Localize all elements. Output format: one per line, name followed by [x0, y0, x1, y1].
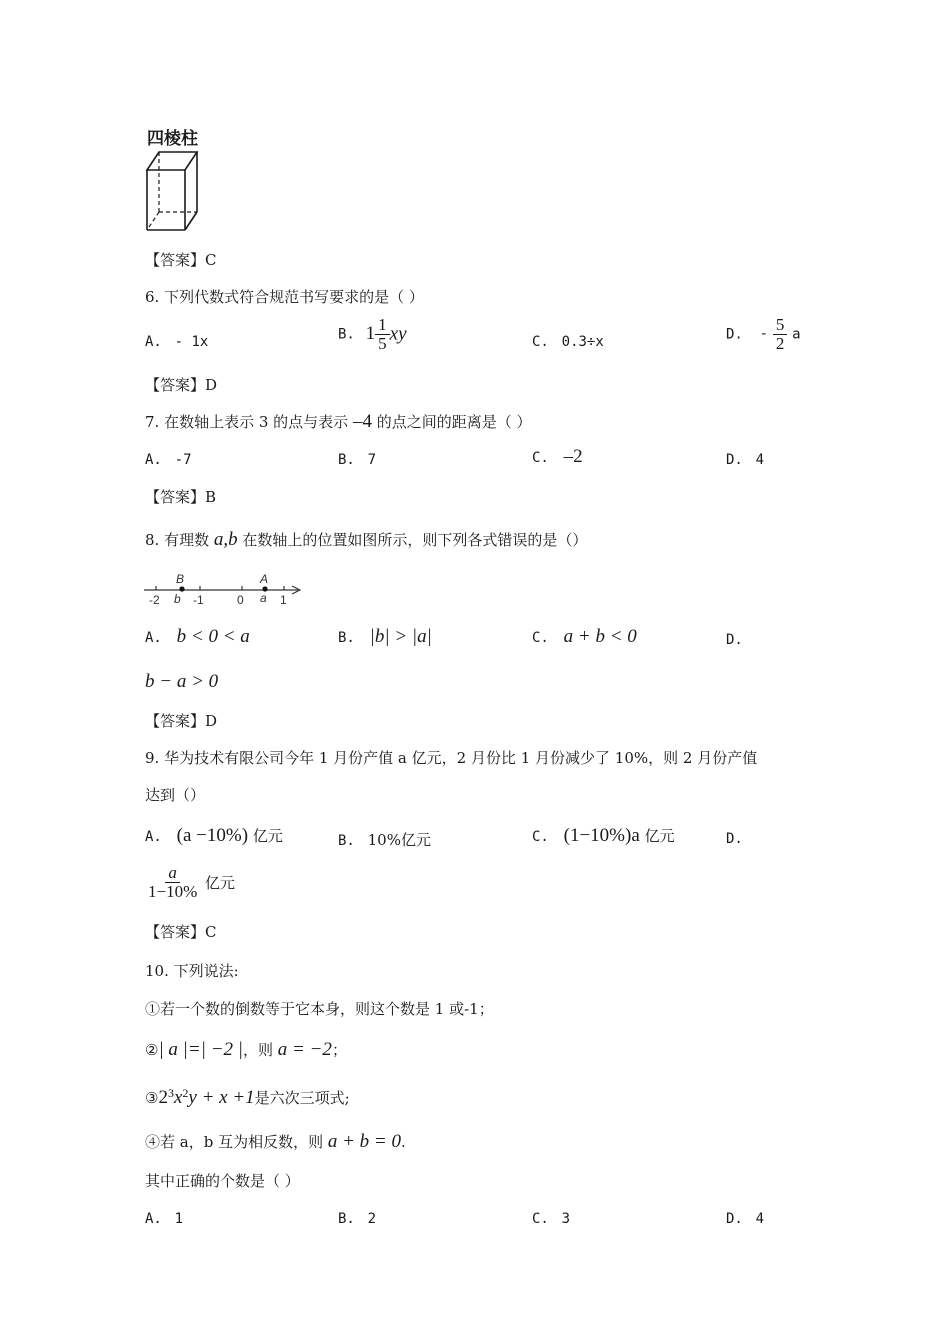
point-a-label: A [260, 572, 269, 586]
q7-option-b: B. 7 [338, 452, 377, 468]
tick-neg1: -1 [193, 593, 204, 607]
answer-q5: 【答案】C [145, 251, 217, 269]
q6-option-d: D. - $\frac{5}{2}$ a [726, 315, 801, 353]
point-b-label: B [176, 572, 185, 586]
question-9-stem-line1: 9. 华为技术有限公司今年 1 月份产值 a 亿元，2 月份比 1 月份减少了 10%，则 2 月份产值 [145, 749, 758, 767]
question-7-stem: 7. 在数轴上表示 3 的点与表示 –4 的点之间的距离是（ ） [145, 411, 532, 432]
q10-option-b: B. 2 [338, 1211, 377, 1227]
q9-option-c: C. (1−10%)a 亿元 [532, 825, 675, 846]
answer-q8: 【答案】D [145, 712, 218, 730]
q7-option-c: C. –2 [532, 446, 583, 467]
question-9-stem-line2: 达到（） [145, 786, 206, 804]
tick-0: 0 [237, 593, 244, 607]
q8-option-b: B. |b| > |a| [338, 626, 432, 647]
q7-option-d: D. 4 [726, 452, 765, 468]
q10-statement-2: ②| a |=| −2 |，则 a = −2； [145, 1039, 347, 1060]
prism-figure [145, 148, 205, 234]
q9-option-b: B. 10%亿元 [338, 831, 431, 849]
q10-option-c: C. 3 [532, 1211, 571, 1227]
question-10-stem-line2: 其中正确的个数是（ ） [145, 1172, 300, 1190]
answer-q9: 【答案】C [145, 923, 217, 941]
tick-neg2: -2 [149, 593, 160, 607]
q9-option-d-label: D. [726, 831, 743, 847]
answer-q6: 【答案】D [145, 376, 218, 394]
q6-option-b: B. 1 $\frac{1}{5}$ xy [338, 315, 407, 353]
q8-option-a: A. b < 0 < a [145, 626, 250, 647]
q6-option-c: C. 0.3÷x [532, 334, 604, 350]
q8-option-c: C. a + b < 0 [532, 626, 637, 647]
question-8-stem: 8. 有理数 a,b 在数轴上的位置如图所示，则下列各式错误的是（） [145, 529, 588, 550]
q8-option-d-text: b − a > 0 [145, 671, 219, 692]
figure-caption: 四棱柱 [147, 129, 198, 149]
q10-statement-1: ①若一个数的倒数等于它本身，则这个数是 1 或-1； [145, 1000, 494, 1018]
q7-option-a: A. -7 [145, 452, 192, 468]
q10-statement-3: $③2^3x^2y + x +1$是六次三项式; [145, 1086, 350, 1108]
question-10-stem: 10. 下列说法: [145, 962, 239, 980]
tick-1: 1 [280, 593, 287, 607]
var-b-label: b [174, 592, 181, 606]
q8-option-d-label: D. [726, 632, 743, 648]
q6-option-a: A. - 1x [145, 334, 209, 350]
q9-option-a: A. (a −10%) 亿元 [145, 825, 283, 846]
q10-option-a: A. 1 [145, 1211, 184, 1227]
q9-option-d-text: $\frac{a}{1-10\%}$ 亿元 [148, 863, 236, 901]
q10-statement-4: ④若 a，b 互为相反数，则 a + b = 0. [145, 1131, 406, 1152]
q10-option-d: D. 4 [726, 1211, 765, 1227]
var-a-label: a [260, 591, 267, 605]
question-6-stem: 6. 下列代数式符合规范书写要求的是（ ） [145, 288, 424, 306]
answer-q7: 【答案】B [145, 488, 217, 506]
number-line [140, 570, 310, 608]
